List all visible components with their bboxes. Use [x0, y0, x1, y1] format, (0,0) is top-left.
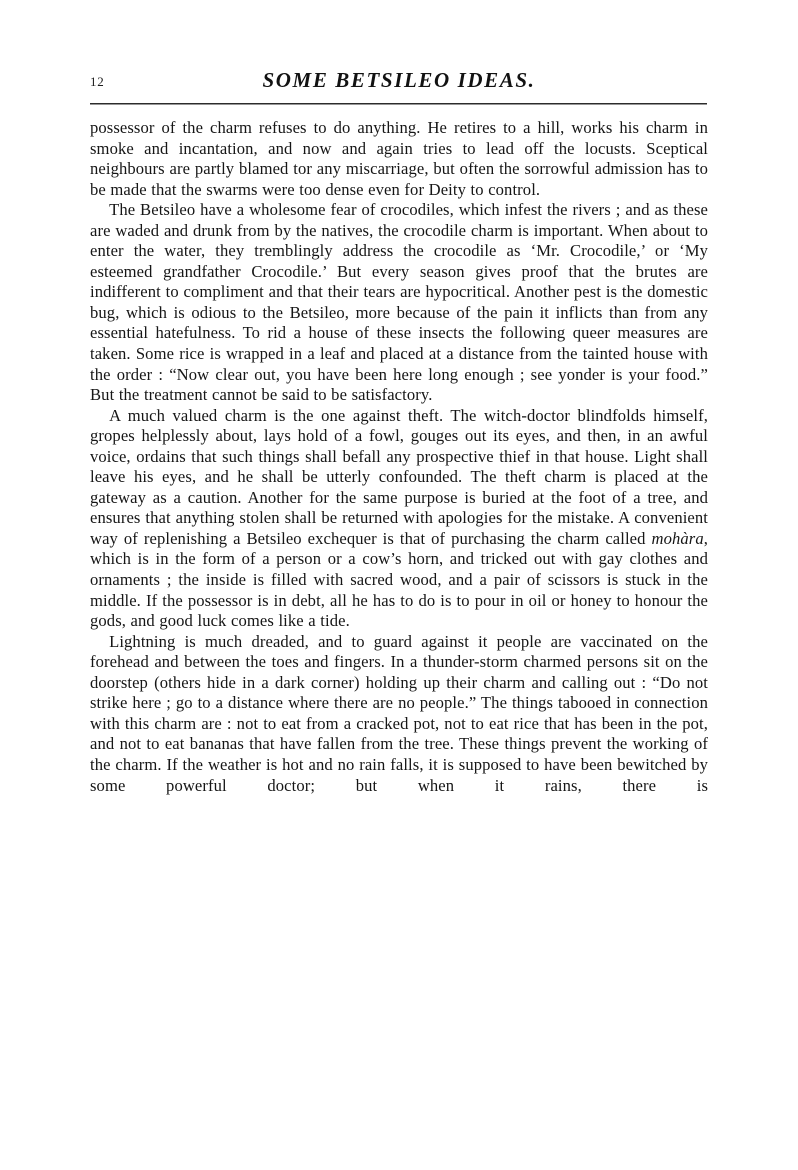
theft-charm-text-part-2: , which is in the form of a person or a cow’s horn, and tricked out with gay clothes and ornaments ; the inside is filled with sacred wood, and a pair of scissors is stuck in the middle. If the possessor is in debt, all he has to do is to pour in oil or honey to honour the gods, and good luck comes like a tide. [90, 528, 708, 631]
paragraph-locust-charm: possessor of the charm refuses to do anything. He retires to a hill, works his charm in smoke and incantation, and now and again tries to lead off the locusts. Sceptical neighbours are partly blamed tor any miscarriage, but often the sorrowful admission has to be made that the swarms were too dense even for Deity to control. [90, 118, 708, 199]
page-folio-number: 12 [90, 74, 105, 89]
paragraph-crocodile-charm: The Betsileo have a wholesome fear of crocodiles, which infest the rivers ; and as these are waded and drunk from by the natives, the crocodile charm is important. When about to enter the water, they tremblingly address the crocodile as ‘Mr. Crocodile,’ or ‘My esteemed grandfather Crocodile.’ But every season gives proof that the brutes are indifferent to compliment and that their tears are hypocritical. Another pest is the domestic bug, which is odious to the Betsileo, more because of the pain it inflicts than from any essential hatefulness. To rid a house of these insects the following queer measures are taken. Some rice is wrapped in a leaf and placed at a distance from the tainted house with the order : “Now clear out, you have been here long enough ; see yonder is your food.” But the treatment cannot be said to be satisfactory. [90, 200, 708, 405]
paragraph-lightning-charm: Lightning is much dreaded, and to guard against it people are vaccinated on the forehead and between the toes and fingers. In a thunder-storm charmed persons sit on the doorstep (others hide in a dark corner) holding up their charm and calling out : “Do not strike here ; go to a distance where there are no people.” The things tabooed in connection with this charm are : not to eat from a cracked pot, not to eat rice that has been in the pot, and not to eat bananas that have fallen from the tree. These things prevent the working of the charm. If the weather is hot and no rain falls, it is supposed to have been bewitched by some powerful doctor; but when it rains, there is [90, 631, 708, 795]
running-head [90, 68, 708, 94]
running-head-title: SOME BETSILEO IDEAS. [262, 68, 536, 92]
body-text-block [90, 118, 708, 817]
theft-charm-text-part-1: A much valued charm is the one against theft. The witch-doctor blindfolds himself, gropes helplessly about, lays hold of a fowl, gouges out its eyes, and then, in an awful voice, ordains that such things shall befall any prospective thief in that house. Light shall leave his eyes, and he shall be utterly confounded. The theft charm is placed at the gateway as a caution. Another for the same purpose is buried at the foot of a tree, and ensures that anything stolen shall be returned with apologies for the mistake. A convenient way of replenishing a Betsileo exchequer is that of purchasing the charm called [90, 405, 708, 548]
paragraph-theft-charm [90, 406, 708, 632]
foreign-term-mohara: mohàra [651, 528, 704, 548]
header-rule-divider [90, 103, 707, 105]
